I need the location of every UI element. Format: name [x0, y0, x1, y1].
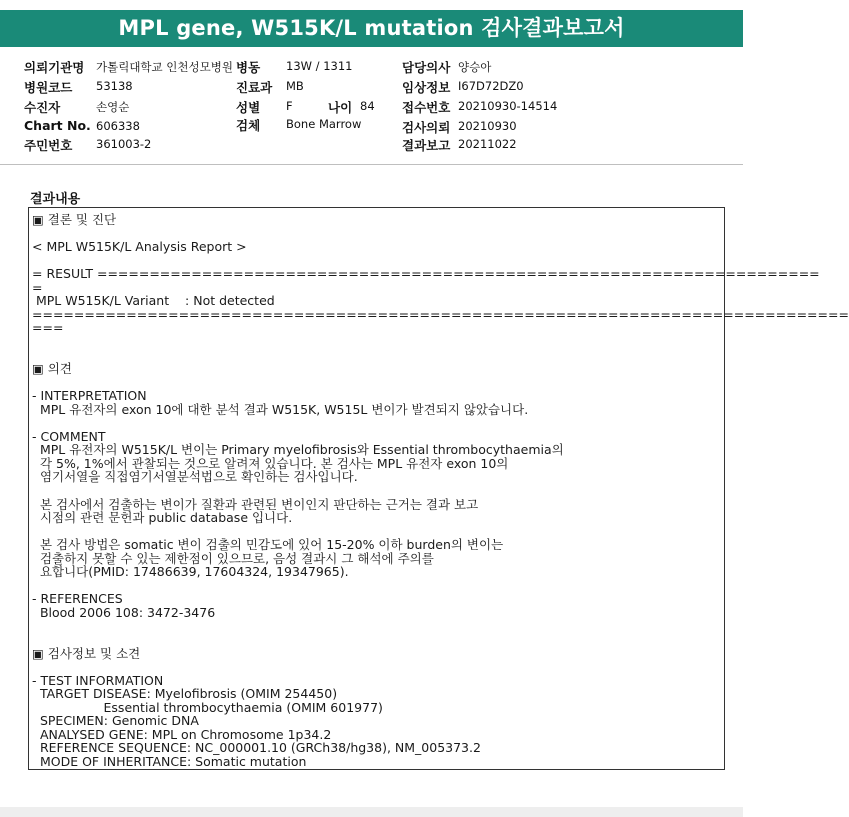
- label-ward: 병동: [236, 60, 261, 75]
- label-hospital-code: 병원코드: [24, 80, 73, 95]
- label-patient-name: 수진자: [24, 100, 61, 115]
- value-resident-number: 361003-2: [96, 137, 152, 151]
- value-chart-no: 606338: [96, 119, 140, 133]
- value-doctor: 양승아: [458, 60, 492, 74]
- report-line: SPECIMEN: Genomic DNA: [32, 713, 199, 729]
- label-chart-no: Chart No.: [24, 118, 91, 133]
- label-age: 나이: [328, 100, 353, 115]
- report-line: 요합니다(PMID: 17486639, 17604324, 19347965).: [32, 564, 349, 580]
- report-line: Blood 2006 108: 3472-3476: [32, 604, 216, 620]
- report-line: - TEST INFORMATION: [32, 672, 164, 688]
- label-doctor: 담당의사: [402, 60, 451, 75]
- divider: [0, 164, 743, 165]
- value-patient-name: 손영순: [96, 100, 130, 114]
- label-clinical-info: 임상정보: [402, 80, 451, 95]
- value-report-date: 20211022: [458, 137, 517, 151]
- footer-bar: [0, 807, 743, 817]
- value-department: MB: [286, 79, 304, 93]
- label-test-request-date: 검사의뢰: [402, 120, 451, 135]
- value-receipt-number: 20210930-14514: [458, 99, 558, 113]
- report-title: MPL gene, W515K/L mutation 검사결과보고서: [0, 10, 743, 47]
- label-sex: 성별: [236, 100, 261, 115]
- report-line: = RESULT =====================================================================: [32, 266, 820, 282]
- report-line: REFERENCE SEQUENCE: NC_000001.10 (GRCh38/hg38), NM_005373.2: [32, 740, 481, 756]
- report-line: 본 검사 방법은 somatic 변이 검출의 민감도에 있어 15-20% 이하 burden의 변이는: [32, 537, 504, 553]
- value-test-request-date: 20210930: [458, 119, 517, 133]
- report-line: < MPL W515K/L Analysis Report >: [32, 239, 247, 255]
- report-line: Essential thrombocythaemia (OMIM 601977): [32, 699, 383, 715]
- report-line: ▣ 검사정보 및 소견: [32, 645, 141, 661]
- label-resident-number: 주민번호: [24, 138, 73, 153]
- report-line: - REFERENCES: [32, 591, 123, 607]
- report-line: MPL 유전자의 exon 10에 대한 분석 결과 W515K, W515L 변이가 발견되지 않았습니다.: [32, 401, 529, 417]
- value-sex: F: [286, 99, 293, 113]
- patient-info: [0, 54, 743, 162]
- value-ward: 13W / 1311: [286, 59, 353, 73]
- report-line: =: [32, 279, 43, 295]
- report-line: - INTERPRETATION: [32, 388, 147, 404]
- report-line: ▣ 결론 및 진단: [32, 212, 117, 227]
- report-line: 본 검사에서 검출하는 변이가 질환과 관련된 변이인지 판단하는 근거는 결과 보고: [32, 496, 479, 512]
- label-report-date: 결과보고: [402, 138, 451, 153]
- report-line: MODE OF INHERITANCE: Somatic mutation: [32, 754, 307, 769]
- report-line: MPL 유전자의 W515K/L 변이는 Primary myelofibrosis와 Essential thrombocythaemia의: [32, 442, 564, 458]
- value-clinical-info: I67D72DZ0: [458, 79, 524, 93]
- value-hospital-code: 53138: [96, 79, 133, 93]
- report-line: ANALYSED GENE: MPL on Chromosome 1p34.2: [32, 726, 332, 742]
- value-requesting-institution: 가톨릭대학교 인천성모병원: [96, 60, 233, 74]
- report-line: 검출하지 못할 수 있는 제한점이 있으므로, 음성 결과시 그 해석에 주의를: [32, 550, 434, 566]
- label-department: 진료과: [236, 80, 273, 95]
- label-receipt-number: 접수번호: [402, 100, 451, 115]
- report-line: ==============================================================================: [32, 306, 849, 322]
- label-requesting-institution: 의뢰기관명: [24, 60, 85, 75]
- report-content: [28, 207, 849, 770]
- report-line: 각 5%, 1%에서 관찰되는 것으로 알려져 있습니다. 본 검사는 MPL 유전자 exon 10의: [32, 455, 509, 471]
- section-title: 결과내용: [30, 192, 81, 207]
- report-line: MPL W515K/L Variant : Not detected: [32, 293, 275, 309]
- report-line: 시점의 관련 문헌과 public database 입니다.: [32, 510, 293, 526]
- value-specimen: Bone Marrow: [286, 117, 362, 131]
- report-line: 염기서열을 직접염기서열분석법으로 확인하는 검사입니다.: [32, 469, 358, 485]
- report-line: ▣ 의견: [32, 361, 72, 377]
- label-specimen: 검체: [236, 118, 261, 133]
- report-line: - COMMENT: [32, 428, 106, 444]
- report-line: TARGET DISEASE: Myelofibrosis (OMIM 254450): [32, 686, 338, 702]
- report-line: ===: [32, 320, 64, 336]
- value-age: 84: [360, 99, 375, 113]
